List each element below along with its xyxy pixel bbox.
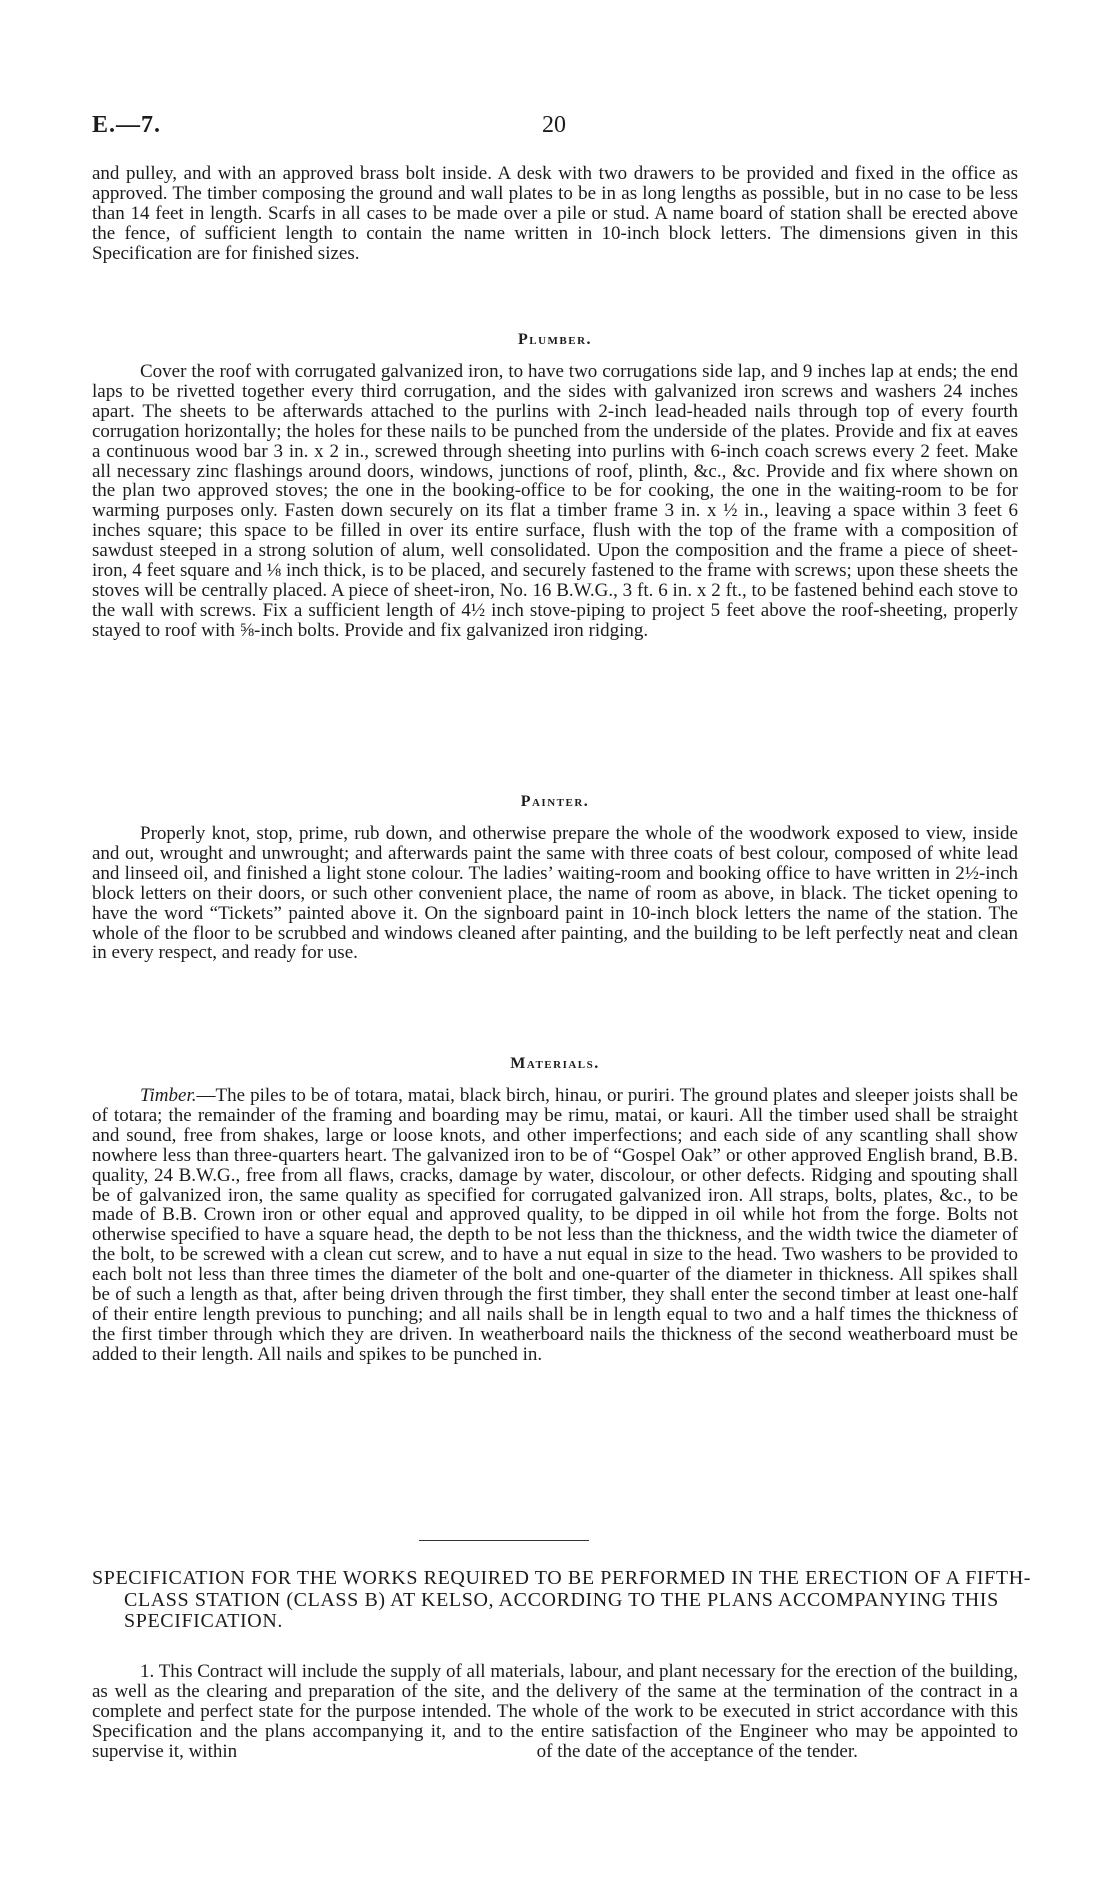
materials-paragraph	[92, 1086, 1018, 1365]
running-header	[92, 112, 1016, 144]
timber-lead-in: Timber.	[140, 1085, 197, 1106]
specification-clause-1	[92, 1662, 1018, 1762]
plumber-section	[92, 328, 1018, 641]
clause-1-text: 1. This Contract will include the supply of all materials, labour, and plant necessary for the erection of the building, as well as the clearing and preparation of the site, and the delivery of the same at the termination of the contract in a complete and perfect state for the purpose intended. The whole of the work to be executed in strict accordance with this Specification and the plans accompanying it, and to the entire satisfaction of the Engineer who may be appointed to supervise it, within	[92, 1661, 1018, 1762]
opening-section	[92, 164, 1018, 264]
materials-heading: Materials.	[510, 1055, 600, 1072]
painter-paragraph: Properly knot, stop, prime, rub down, and otherwise prepare the whole of the woodwork exposed to view, inside and out, wrought and unwrought; and afterwards paint the same with three coats of best colour, composed of white lead and linseed oil, and finished a light stone colour. The ladies’ waiting-room and booking office to have written in 2½-inch block letters on their doors, or such other convenient place, the name of room as above, in black. The ticket opening to have the word “Tickets” painted above it. On the signboard paint in 10-inch block letters the name of the station. The whole of the floor to be scrubbed and windows cleaned after painting, and the building to be left perfectly neat and clean in every respect, and ready for use.	[92, 823, 1018, 964]
document-reference: E.—7.	[92, 112, 162, 138]
opening-paragraph: and pulley, and with an approved brass bolt inside. A desk with two drawers to be provided and fixed in the office as approved. The timber composing the ground and wall plates to be in as long lengths as possible, but in no case to be less than 14 feet in length. Scarfs in all cases to be made over a pile or stud. A name board of station shall be erected above the fence, of sufficient length to contain the name written in 10-inch block letters. The dimensions given in this Specification are for finished sizes.	[92, 163, 1018, 264]
painter-heading: Painter.	[520, 793, 590, 810]
page-number: 20	[542, 112, 566, 138]
clause-1-paragraph	[92, 1662, 1018, 1762]
clause-1-ending: of the date of the acceptance of the tender.	[536, 1740, 858, 1762]
plumber-paragraph: Cover the roof with corrugated galvanized iron, to have two corrugations side lap, and 9 inches lap at ends; the end laps to be rivetted together every third corrugation, and the sides with galvanized iron screws and washers 24 inches apart. The sheets to be afterwards attached to the purlins with 2-inch lead-headed nails through top of every fourth corrugation horizontally; the holes for these nails to be punched from the underside of the plates. Provide and fix at eaves a continuous wood bar 3 in. x 2 in., screwed through sheeting into purlins with 6-inch coach screws every 2 feet. Make all necessary zinc flashings around doors, windows, junctions of roof, plinth, &c., &c. Provide and fix where shown on the plan two approved stoves; the one in the booking-office to be for cooking, the one in the waiting-room to be for warming purposes only. Fasten down securely on its flat a timber frame 3 in. x ½ in., leaving a space within 3 feet 6 inches square; this space to be filled in over its entire surface, flush with the top of the frame with a composition of sawdust steeped in a strong solution of alum, well consolidated. Upon the composition and the frame a piece of sheet-iron, 4 feet square and ⅛ inch thick, is to be placed, and securely fastened to the frame with screws; upon these sheets the stoves will be centrally placed. A piece of sheet-iron, No. 16 B.W.G., 3 ft. 6 in. x 2 ft., to be fastened behind each stove to the wall with screws. Fix a sufficient length of 4½ inch stove-piping to project 5 feet above the roof-sheeting, properly stayed to roof with ⅝-inch bolts. Provide and fix galvanized iron ridging.	[92, 361, 1018, 641]
painter-section	[92, 790, 1018, 963]
materials-section	[92, 1052, 1018, 1365]
plumber-heading: Plumber.	[517, 331, 593, 348]
section-divider	[419, 1540, 589, 1541]
materials-body: —The piles to be of totara, matai, black birch, hinau, or puriri. The ground plates and sleeper joists shall be of totara; the remainder of the framing and boarding may be rimu, matai, or kauri. All the timber used shall be straight and sound, free from shakes, large or loose knots, and other imperfections; and each side of any scantling shall show nowhere less than three-quarters heart. The galvanized iron to be of “Gospel Oak” or other approved English brand, B.B. quality, 24 B.W.G., free from all flaws, cracks, damage by water, discolour, or other defects. Ridging and spouting shall be of galvanized iron, the same quality as specified for corrugated galvanized iron. All straps, bolts, plates, &c., to be made of B.B. Crown iron or other equal and approved quality, to be dipped in oil while hot from the forge. Bolts not otherwise specified to have a square head, the depth to be not less than the thickness, and the width twice the diameter of the bolt, to be screwed with a clean cut screw, and to have a nut equal in size to the head. Two washers to be provided to each bolt not less than three times the diameter of the bolt and one-quarter of the diameter in thickness. All spikes shall be of such a length as that, after being driven through the first timber, they shall enter the second timber at least one-half of their entire length previous to punching; and all nails shall be in length equal to two and a half times the thickness of the first timber through which they are driven. In weatherboard nails the thickness of the second weatherboard must be added to their length. All nails and spikes to be punched in.	[92, 1085, 1018, 1365]
specification-title: SPECIFICATION FOR THE WORKS REQUIRED TO BE PERFORMED IN THE ERECTION OF A FIFTH-CLASS STATION (CLASS B) AT KELSO, ACCORDING TO THE PLANS ACCOMPANYING THIS SPECIFICATION.	[92, 1567, 1032, 1632]
